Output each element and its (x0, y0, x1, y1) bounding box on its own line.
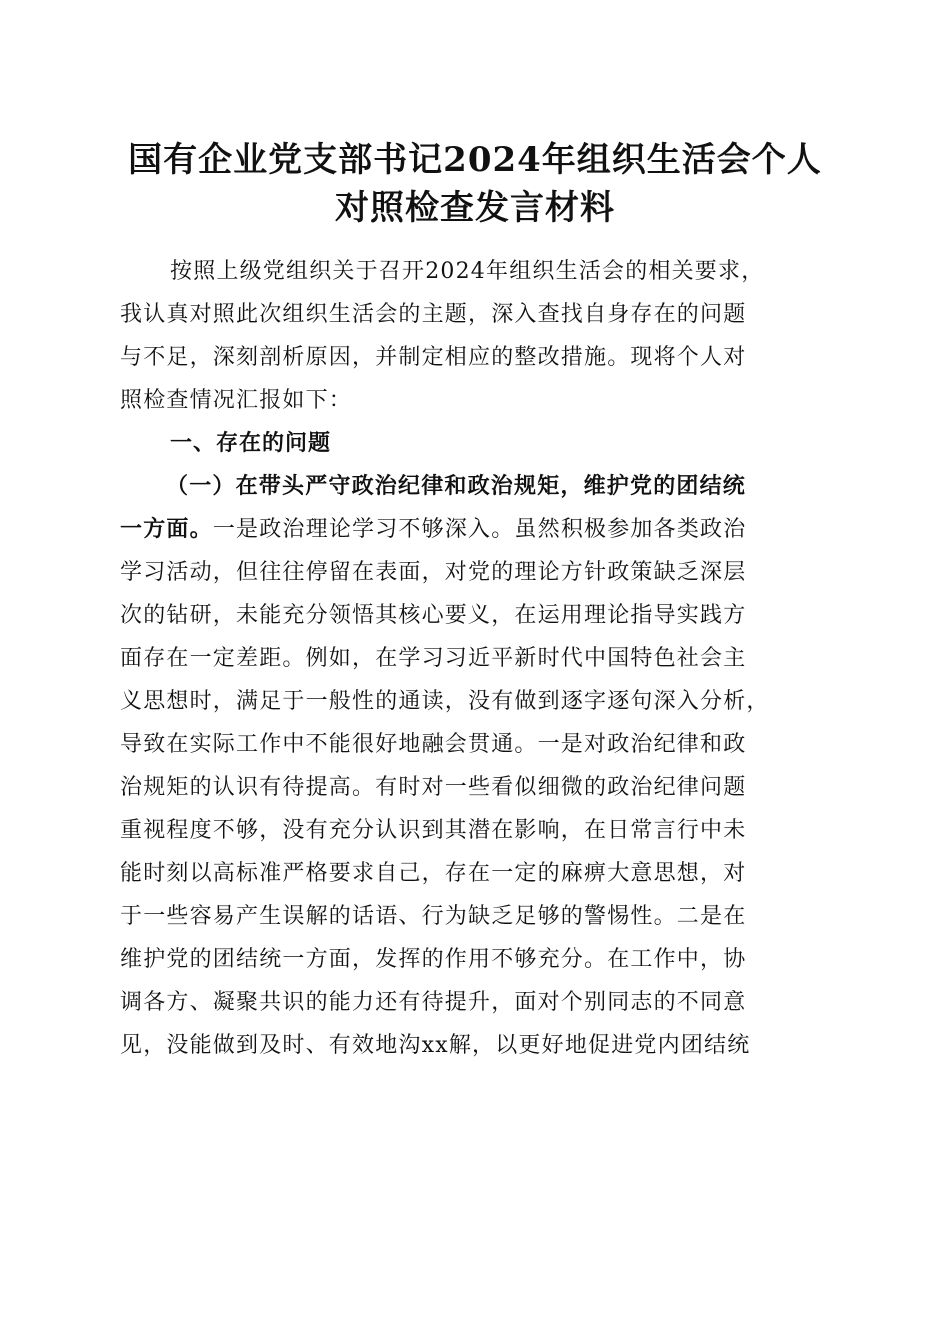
body-first-line-rest: 一是政治理论学习不够深入。虽然积极参加各类政治 (212, 517, 747, 542)
subsection-title-line-1: （一）在带头严守政治纪律和政治规矩，维护党的团结统 (166, 473, 747, 499)
body-line-12: 见，没能做到及时、有效地沟xx解，以更好地促进党内团结统 (120, 1033, 751, 1058)
intro-line-1: 按照上级党组织关于召开2024年组织生活会的相关要求， (170, 259, 765, 284)
body-line-1: 学习活动，但往往停留在表面，对党的理论方针政策缺乏深层 (120, 560, 747, 585)
intro-line-2: 我认真对照此次组织生活会的主题，深入查找自身存在的问题 (120, 302, 747, 327)
body-line-2: 次的钻研，未能充分领悟其核心要义，在运用理论指导实践方 (120, 603, 747, 628)
body-line-9: 于一些容易产生误解的话语、行为缺乏足够的警惕性。二是在 (120, 904, 747, 929)
subsection-title-tail: 一方面。 (120, 516, 213, 542)
section-heading: 一、存在的问题 (170, 431, 332, 456)
body-line-11: 调各方、凝聚共识的能力还有待提升，面对个别同志的不同意 (120, 990, 747, 1015)
body-line-6: 治规矩的认识有待提高。有时对一些看似细微的政治纪律问题 (120, 775, 747, 800)
intro-line-3: 与不足，深刻剖析原因，并制定相应的整改措施。现将个人对 (120, 345, 747, 370)
body-line-8: 能时刻以高标准严格要求自己，存在一定的麻痹大意思想，对 (120, 861, 747, 886)
subsection-title-line-2 (120, 508, 746, 551)
body-line-10: 维护党的团结统一方面，发挥的作用不够充分。在工作中，协 (120, 947, 747, 972)
intro-line-4: 照检查情况汇报如下： (120, 388, 353, 413)
document-title-line-1: 国有企业党支部书记2024年组织生活会个人 (128, 140, 822, 180)
document-title-line-2: 对照检查发言材料 (335, 188, 615, 228)
body-line-7: 重视程度不够，没有充分认识到其潜在影响，在日常言行中未 (120, 818, 747, 843)
body-line-3: 面存在一定差距。例如，在学习习近平新时代中国特色社会主 (120, 646, 747, 671)
body-line-4: 义思想时，满足于一般性的通读，没有做到逐字逐句深入分析， (120, 689, 770, 714)
body-line-5: 导致在实际工作中不能很好地融会贯通。一是对政治纪律和政 (120, 732, 747, 757)
